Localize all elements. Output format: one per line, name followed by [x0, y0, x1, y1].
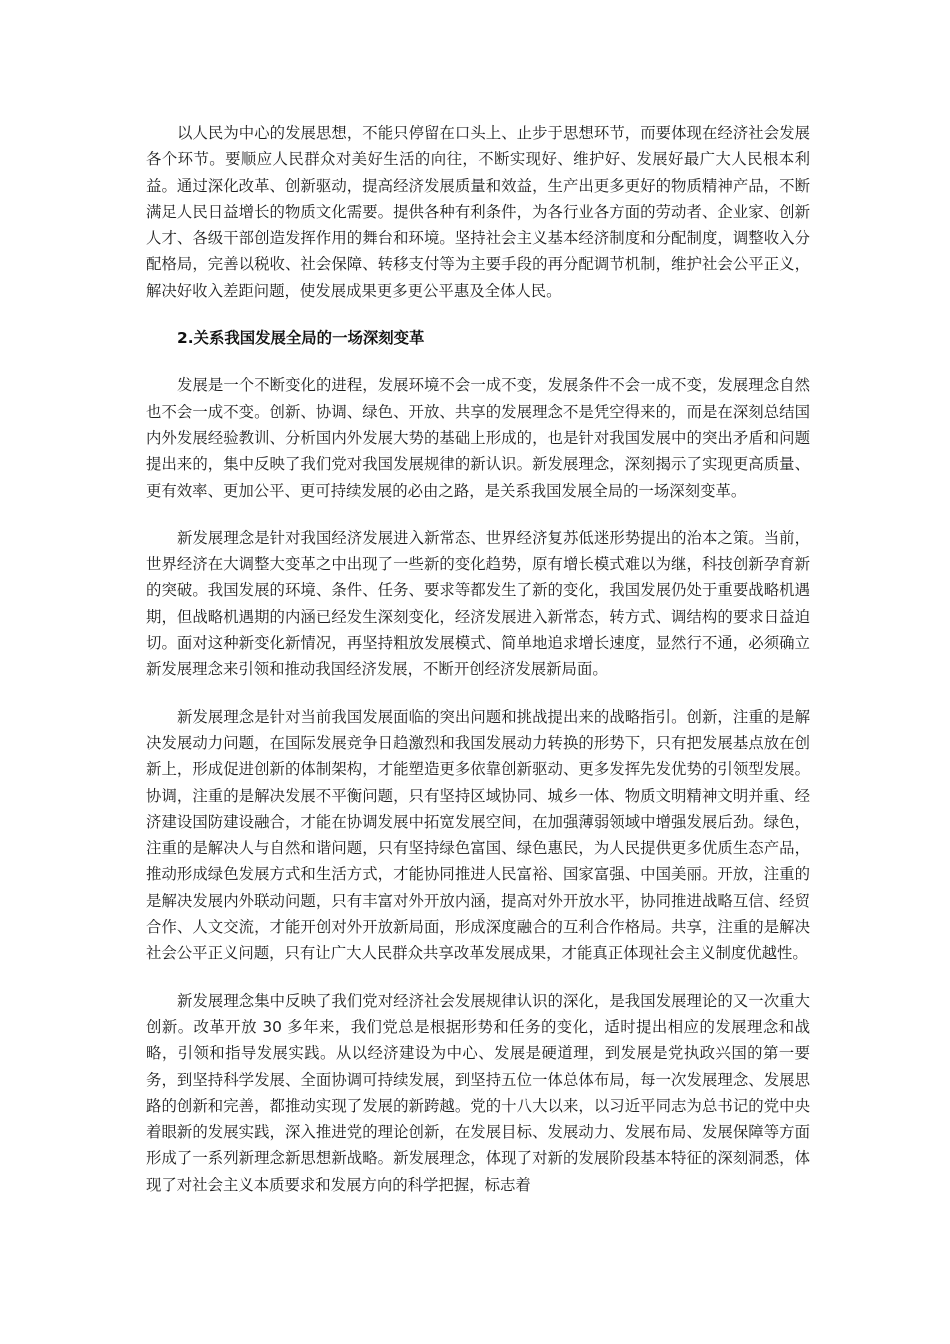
paragraph-people-centered: 以人民为中心的发展思想，不能只停留在口头上、止步于思想环节，而要体现在经济社会发展各个环节。要顺应人民群众对美好生活的向往，不断实现好、维护好、发展好最广大人民根本利益。通过深化改革、创新驱动，提高经济发展质量和效益，生产出更多更好的物质精神产品，不断满足人民日益增长的物质文化需要。提供各种有利条件，为各行业各方面的劳动者、企业家、创新人才、各级干部创造发挥作用的舞台和环境。坚持社会主义基本经济制度和分配制度，调整收入分配格局，完善以税收、社会保障、转移支付等为主要手段的再分配调节机制，维护社会公平正义，解决好收入差距问题，使发展成果更多更公平惠及全体人民。	[146, 124, 810, 300]
document-body	[146, 120, 810, 1219]
paragraph-theory-innovation: 新发展理念集中反映了我们党对经济社会发展规律认识的深化，是我国发展理论的又一次重大创新。改革开放 30 多年来，我们党总是根据形势和任务的变化，适时提出相应的发展理念和战略，引领和指导发展实践。从以经济建设为中心、发展是硬道理，到发展是党执政兴国的第一要务，到坚持科学发展、全面协调可持续发展，到坚持五位一体总体布局，每一次发展理念、发展思路的创新和完善，都推动实现了发展的新跨越。党的十八大以来，以习近平同志为总书记的党中央着眼新的发展实践，深入推进党的理论创新，在发展目标、发展动力、发展布局、发展保障等方面形成了一系列新理念新思想新战略。新发展理念，体现了对新的发展阶段基本特征的深刻洞悉，体现了对社会主义本质要求和发展方向的科学把握，标志着	[146, 991, 810, 1194]
section-heading: 2.关系我国发展全局的一场深刻变革	[177, 329, 425, 348]
paragraph-strategic-guidance: 新发展理念是针对当前我国发展面临的突出问题和挑战提出来的战略指引。创新，注重的是解决发展动力问题，在国际发展竞争日趋激烈和我国发展动力转换的形势下，只有把发展基点放在创新上，形成促进创新的体制架构，才能塑造更多依靠创新驱动、更多发挥先发优势的引领型发展。协调，注重的是解决发展不平衡问题，只有坚持区域协同、城乡一体、物质文明精神文明并重、经济建设国防建设融合，才能在协调发展中拓宽发展空间，在加强薄弱领域中增强发展后劲。绿色，注重的是解决人与自然和谐问题，只有坚持绿色富国、绿色惠民，为人民提供更多优质生态产品，推动形成绿色发展方式和生活方式，才能协同推进人民富裕、国家富强、中国美丽。开放，注重的是解决发展内外联动问题，只有丰富对外开放内涵，提高对外开放水平，协同推进战略互信、经贸合作、人文交流，才能开创对外开放新局面，形成深度融合的互利合作格局。共享，注重的是解决社会公平正义问题，只有让广大人民群众共享改革发展成果，才能真正体现社会主义制度优越性。	[146, 707, 810, 963]
paragraph-new-normal: 新发展理念是针对我国经济发展进入新常态、世界经济复苏低迷形势提出的治本之策。当前，世界经济在大调整大变革之中出现了一些新的变化趋势，原有增长模式难以为继，科技创新孕育新的突破。我国发展的环境、条件、任务、要求等都发生了新的变化，我国发展仍处于重要战略机遇期，但战略机遇期的内涵已经发生深刻变化，经济发展进入新常态，转方式、调结构的要求日益迫切。面对这种新变化新情况，再坚持粗放发展模式、简单地追求增长速度，显然行不通，必须确立新发展理念来引领和推动我国经济发展，不断开创经济发展新局面。	[146, 528, 810, 679]
paragraph-development-process: 发展是一个不断变化的进程，发展环境不会一成不变，发展条件不会一成不变，发展理念自然也不会一成不变。创新、协调、绿色、开放、共享的发展理念不是凭空得来的，而是在深刻总结国内外发展经验教训、分析国内外发展大势的基础上形成的，也是针对我国发展中的突出矛盾和问题提出来的，集中反映了我们党对我国发展规律的新认识。新发展理念，深刻揭示了实现更高质量、更有效率、更加公平、更可持续发展的必由之路，是关系我国发展全局的一场深刻变革。	[146, 376, 810, 500]
